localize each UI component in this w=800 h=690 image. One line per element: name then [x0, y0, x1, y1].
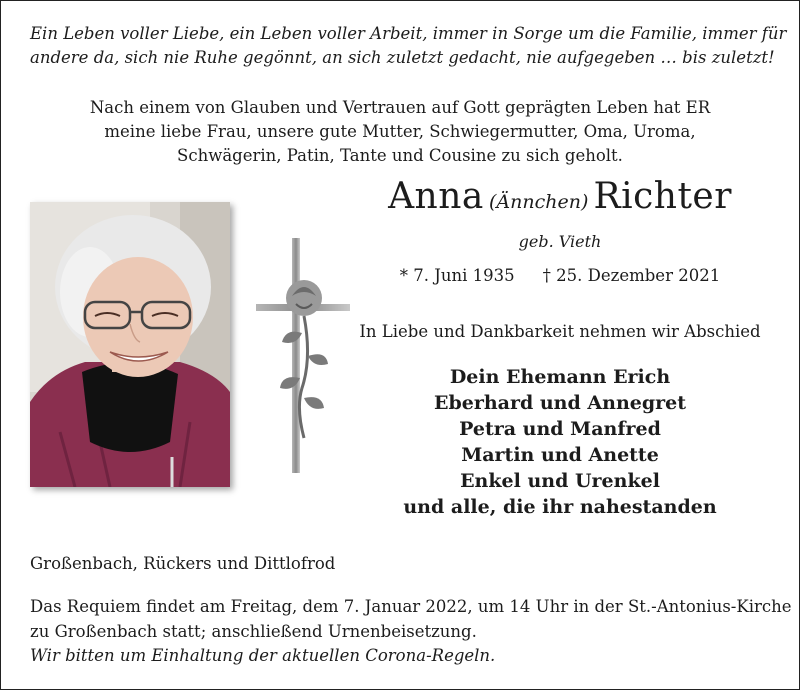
verse-line: meine liebe Frau, unsere gute Mutter, Schwiegermutter, Oma, Uroma, — [104, 122, 696, 141]
deceased-name — [360, 176, 760, 217]
cross-with-rose-icon — [252, 238, 352, 473]
requiem-line: Das Requiem findet am Freitag, dem 7. Januar 2022, um 14 Uhr in der St.-Antonius-Kirche — [30, 597, 792, 616]
nickname: (Ännchen) — [489, 191, 589, 213]
intro-line: andere da, sich nie Ruhe gegönnt, an sich zuletzt gedacht, nie aufgegeben … bis zuletzt! — [30, 48, 775, 67]
intro-text — [30, 22, 787, 70]
birth-name: geb. Vieth — [518, 232, 602, 251]
corona-note: Wir bitten um Einhaltung der aktuellen Corona-Regeln. — [30, 646, 496, 665]
first-name: Anna — [388, 176, 484, 217]
places-text: Großenbach, Rückers und Dittlofrod — [30, 554, 336, 573]
mourner: Enkel und Urenkel — [460, 470, 660, 492]
mourner: und alle, die ihr nahestanden — [403, 496, 717, 518]
portrait-photo — [30, 202, 230, 487]
requiem-text — [30, 594, 792, 644]
intro-line: Ein Leben voller Liebe, ein Leben voller Arbeit, immer in Sorge um die Familie, immer für — [30, 24, 787, 43]
verse-line: Nach einem von Glauben und Vertrauen auf Gott geprägten Leben hat ER — [89, 98, 711, 117]
death-date: † 25. Dezember 2021 — [542, 266, 721, 285]
mourner: Petra und Manfred — [459, 418, 661, 440]
last-name: Richter — [593, 176, 732, 217]
birth-date: * 7. Juni 1935 — [399, 266, 515, 285]
mourner: Dein Ehemann Erich — [449, 366, 671, 388]
verse-line: Schwägerin, Patin, Tante und Cousine zu sich geholt. — [177, 146, 623, 165]
mourner: Martin und Anette — [461, 444, 659, 466]
life-dates — [360, 266, 760, 285]
requiem-line: zu Großenbach statt; anschließend Urnenbeisetzung. — [30, 622, 477, 641]
farewell-text: In Liebe und Dankbarkeit nehmen wir Abschied — [359, 322, 761, 341]
verse-text — [60, 96, 740, 168]
mourner: Eberhard und Annegret — [433, 392, 687, 414]
mourners-list — [340, 364, 780, 520]
